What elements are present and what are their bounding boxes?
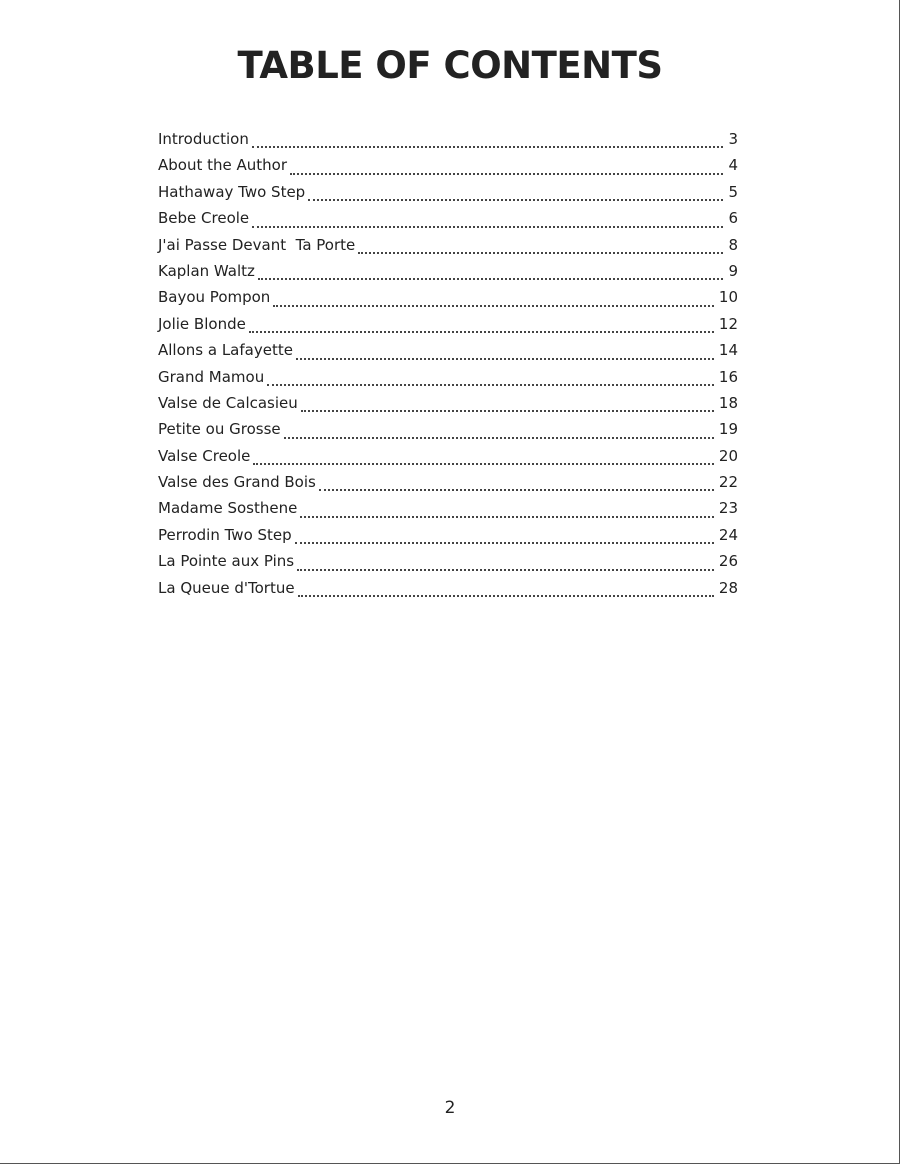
toc-dot-leader: [296, 358, 714, 360]
toc-entry-title: Petite ou Grosse: [158, 420, 281, 439]
toc-entry[interactable]: [158, 236, 738, 262]
toc-entry-page: 8: [728, 235, 738, 254]
toc-entry-page: 20: [718, 446, 738, 465]
toc-entry-page: 16: [718, 367, 738, 386]
toc-entry-title: Madame Sosthene: [158, 499, 298, 518]
toc-entry-title: About the Author: [158, 156, 288, 175]
toc-entry-title: Jolie Blonde: [158, 314, 246, 333]
toc-entry[interactable]: [158, 368, 738, 394]
toc-entry-page: 19: [718, 420, 738, 439]
toc-entry-title: Bayou Pompon: [158, 288, 271, 307]
toc-entry[interactable]: [158, 288, 738, 314]
toc-dot-leader: [253, 463, 714, 465]
toc-entry[interactable]: [158, 473, 738, 499]
toc-dot-leader: [308, 199, 723, 201]
toc-entry[interactable]: [158, 447, 738, 473]
toc-dot-leader: [267, 384, 714, 386]
toc-entry-page: 26: [718, 552, 738, 571]
toc-entry[interactable]: [158, 394, 738, 420]
toc-entry[interactable]: [158, 315, 738, 341]
page-number: 2: [444, 1098, 456, 1118]
table-of-contents: [158, 130, 738, 605]
toc-entry-title: Grand Mamou: [158, 367, 265, 386]
toc-entry[interactable]: [158, 156, 738, 182]
toc-dot-leader: [249, 331, 714, 333]
toc-dot-leader: [298, 595, 714, 597]
toc-dot-leader: [252, 146, 724, 148]
toc-entry-page: 12: [718, 314, 738, 333]
toc-entry-title: Valse Creole: [158, 446, 251, 465]
toc-dot-leader: [258, 278, 724, 280]
toc-dot-leader: [297, 569, 714, 571]
toc-dot-leader: [300, 516, 714, 518]
toc-entry[interactable]: [158, 262, 738, 288]
toc-entry-title: La Pointe aux Pins: [158, 552, 295, 571]
toc-entry-page: 28: [718, 578, 738, 597]
toc-dot-leader: [252, 226, 723, 228]
toc-entry[interactable]: [158, 552, 738, 578]
toc-entry-title: Valse de Calcasieu: [158, 393, 298, 412]
toc-entry-title: J'ai Passe Devant Ta Porte: [158, 235, 356, 254]
toc-entry-title: Introduction: [158, 130, 249, 148]
toc-entry-title: Valse des Grand Bois: [158, 473, 316, 492]
toc-entry-page: 22: [718, 473, 738, 492]
toc-entry-title: Kaplan Waltz: [158, 261, 255, 280]
toc-entry[interactable]: [158, 209, 738, 235]
toc-entry-page: 6: [728, 209, 738, 228]
toc-entry-page: 23: [718, 499, 738, 518]
toc-dot-leader: [319, 489, 714, 491]
toc-entry[interactable]: [158, 579, 738, 605]
toc-dot-leader: [295, 542, 714, 544]
toc-dot-leader: [284, 437, 714, 439]
toc-entry-title: Bebe Creole: [158, 209, 250, 228]
toc-dot-leader: [273, 305, 714, 307]
toc-entry-page: 10: [718, 288, 738, 307]
toc-entry-page: 5: [728, 182, 738, 201]
toc-entry-page: 18: [718, 393, 738, 412]
toc-entry-title: La Queue d'Tortue: [158, 578, 295, 597]
toc-entry[interactable]: [158, 526, 738, 552]
toc-entry[interactable]: [158, 183, 738, 209]
toc-entry[interactable]: [158, 499, 738, 525]
toc-entry-title: Perrodin Two Step: [158, 525, 292, 544]
page-title: TABLE OF CONTENTS: [237, 44, 663, 87]
toc-dot-leader: [358, 252, 723, 254]
toc-entry-page: 14: [718, 341, 738, 360]
toc-dot-leader: [301, 410, 714, 412]
toc-dot-leader: [290, 173, 723, 175]
toc-entry-title: Hathaway Two Step: [158, 182, 306, 201]
toc-entry-page: 9: [728, 261, 738, 280]
toc-entry-page: 24: [718, 525, 738, 544]
toc-entry-page: 4: [728, 156, 738, 175]
toc-entry-title: Allons a Lafayette: [158, 341, 293, 360]
toc-entry[interactable]: [158, 341, 738, 367]
toc-entry[interactable]: [158, 130, 738, 156]
toc-entry[interactable]: [158, 420, 738, 446]
toc-entry-page: 3: [728, 130, 738, 148]
